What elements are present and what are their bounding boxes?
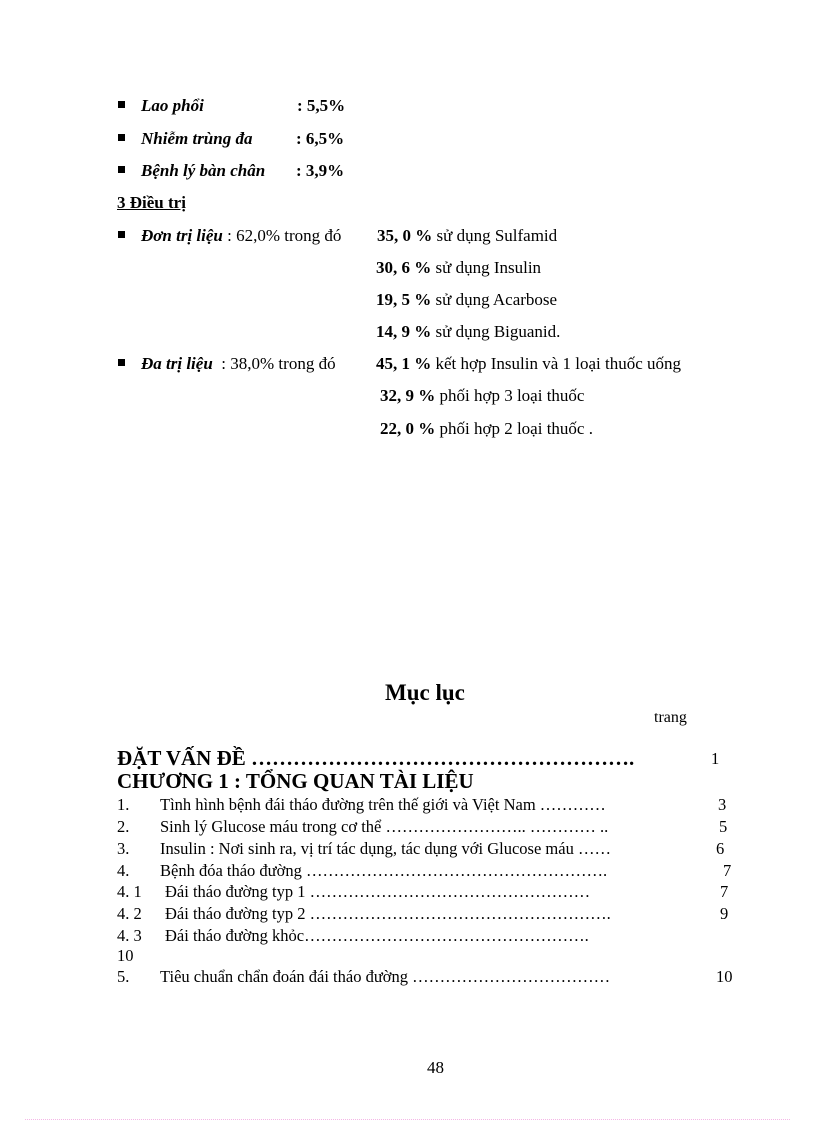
mono-item — [377, 226, 557, 246]
mono-item-text: sử dụng Insulin — [431, 258, 542, 277]
complication-label: Lao phổi — [141, 96, 204, 115]
multi-intro: : 38,0% trong đó — [212, 354, 340, 373]
complication-value: : 5,5% — [297, 96, 346, 115]
bullet-icon — [118, 231, 125, 238]
toc-entry-page: 7 — [723, 861, 732, 880]
mono-item-text: sử dụng Acarbose — [431, 290, 558, 309]
mono-item-text: sử dụng Biguanid. — [431, 322, 561, 341]
multi-item-pct: 32, 9 % — [380, 386, 436, 405]
toc-entry-num: 4. 2 — [117, 904, 142, 923]
multi-item-text: kết hợp Insulin và 1 loại thuốc uống — [431, 354, 682, 373]
multi-item — [376, 354, 681, 374]
toc-entry-text[interactable]: CHƯƠNG 1 : TỔNG QUAN TÀI LIỆU — [117, 769, 474, 793]
complication-value: : 6,5% — [296, 129, 345, 148]
toc-entry-text[interactable]: Tình hình bệnh đái tháo đường trên thế giới và Việt Nam ………… — [160, 795, 606, 814]
mono-line — [141, 226, 341, 246]
toc-entry-text[interactable]: Bệnh đóa tháo đường ………………………………………………. — [160, 861, 608, 880]
multi-item — [380, 386, 584, 406]
toc-entry-num: 4. — [117, 861, 130, 880]
toc-entry-text[interactable]: Sinh lý Glucose máu trong cơ thể …………………….. ………… .. — [160, 817, 609, 836]
bullet-icon — [118, 359, 125, 366]
mono-item — [376, 290, 557, 310]
toc-entry-page: 9 — [720, 904, 729, 923]
multi-item-pct: 22, 0 % — [380, 419, 436, 438]
toc-page-header: trang — [654, 709, 687, 726]
toc-entry-text[interactable]: Tiêu chuẩn chẩn đoán đái tháo đường ……………………………… — [160, 967, 611, 986]
section-heading: 3 Điều trị — [117, 193, 186, 212]
page-boundary-divider — [25, 1119, 790, 1120]
multi-item-text: phối hợp 3 loại thuốc — [435, 386, 585, 405]
mono-label: Đơn trị liệu — [141, 226, 223, 245]
toc-entry-text[interactable]: Đái tháo đường typ 2 ………………………………………………. — [165, 904, 611, 923]
toc-entry-page: 10 — [716, 967, 733, 986]
multi-item-pct: 45, 1 % — [376, 354, 432, 373]
toc-entry-num: 2. — [117, 817, 130, 836]
page-number: 48 — [427, 1058, 444, 1077]
toc-entry-num: 3. — [117, 839, 130, 858]
mono-item-pct: 35, 0 % — [377, 226, 433, 245]
bullet-icon — [118, 166, 125, 173]
mono-item-pct: 30, 6 % — [376, 258, 432, 277]
toc-title: Mục lục — [385, 680, 465, 705]
complication-label: Bệnh lý bàn chân — [141, 161, 266, 180]
mono-item — [376, 322, 560, 342]
mono-item-pct: 19, 5 % — [376, 290, 432, 309]
multi-item-text: phối hợp 2 loại thuốc . — [435, 419, 593, 438]
mono-item-text: sử dụng Sulfamid — [432, 226, 558, 245]
mono-item — [376, 258, 541, 278]
bullet-icon — [118, 101, 125, 108]
mono-item-pct: 14, 9 % — [376, 322, 432, 341]
complication-value: : 3,9% — [296, 161, 345, 180]
multi-line — [141, 354, 340, 374]
mono-intro: : 62,0% trong đó — [222, 226, 342, 245]
toc-entry-page: 5 — [719, 817, 728, 836]
toc-entry-num: 1. — [117, 795, 130, 814]
toc-entry-text[interactable]: Insulin : Nơi sinh ra, vị trí tác dụng, tác dụng với Glucose máu …… — [160, 839, 611, 858]
multi-item — [380, 419, 593, 439]
toc-entry-page: 6 — [716, 839, 725, 858]
toc-entry-num: 4. 1 — [117, 882, 142, 901]
complication-label: Nhiễm trùng đa — [141, 129, 253, 148]
toc-entry-num: 5. — [117, 967, 130, 986]
toc-entry-page: 7 — [720, 882, 729, 901]
toc-entry-num: 10 — [117, 946, 134, 965]
toc-entry-text[interactable]: Đái tháo đường khỏc……………………………………………. — [165, 926, 589, 945]
toc-entry-text[interactable]: Đái tháo đường typ 1 …………………………………………… — [165, 882, 591, 901]
bullet-icon — [118, 134, 125, 141]
toc-entry-num: 4. 3 — [117, 926, 142, 945]
toc-entry-text[interactable]: ĐẶT VẤN ĐỀ ………………………………………………. — [117, 746, 635, 770]
multi-label: Đa trị liệu — [141, 354, 213, 373]
toc-entry-page: 1 — [711, 749, 720, 768]
toc-entry-page: 3 — [718, 795, 727, 814]
